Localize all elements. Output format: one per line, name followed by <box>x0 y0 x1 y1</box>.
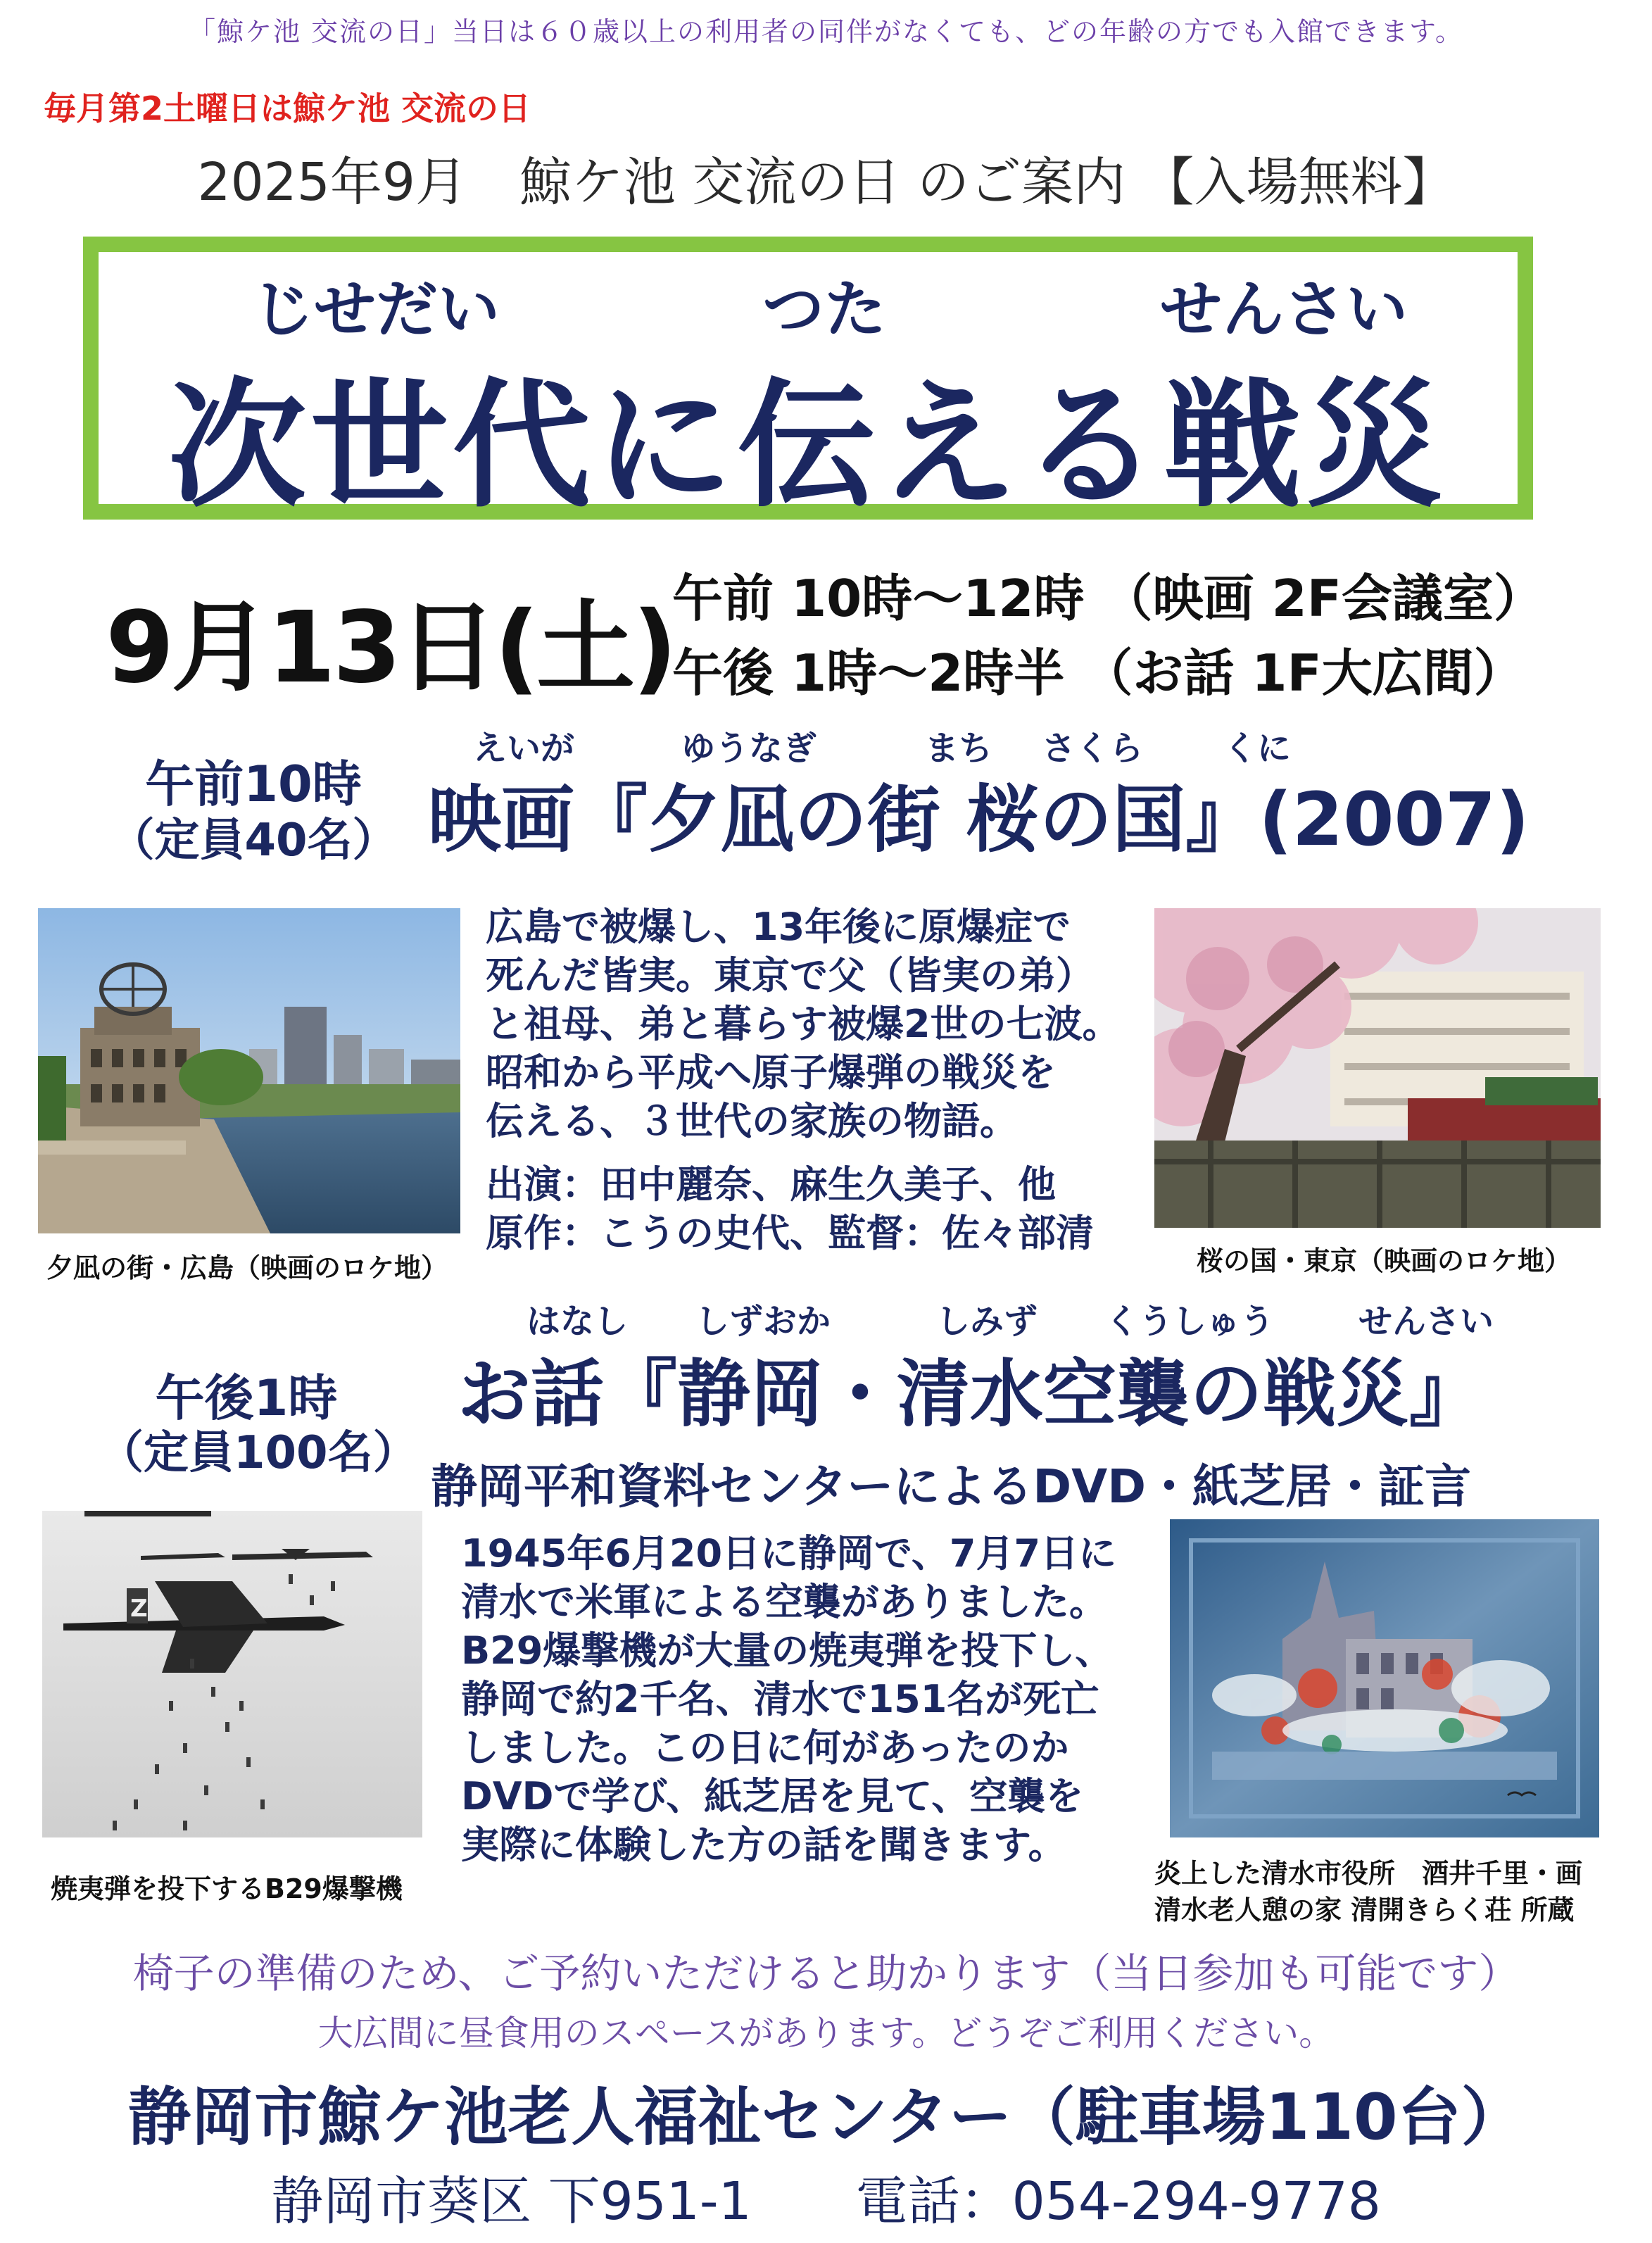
talk-ruby-kuushuu: くうしゅう <box>1105 1302 1275 1341</box>
sakura-photo <box>1154 908 1601 1228</box>
talk-description-line: しました。この日に何があったのか <box>461 1726 1069 1770</box>
movie-ruby-machi: まち <box>925 729 993 768</box>
title-ruby-jisedai: じせだい <box>252 273 500 346</box>
movie-ruby-yuunagi: ゆうなぎ <box>681 729 817 768</box>
talk-ruby-hanashi: はなし <box>527 1302 629 1341</box>
movie-director: 原作：こうの史代、監督：佐々部清 <box>486 1211 1094 1255</box>
sakura-caption: 桜の国・東京（映画のロケ地） <box>1197 1245 1572 1276</box>
movie-ruby-kuni: くに <box>1223 729 1292 768</box>
talk-subtitle: 静岡平和資料センターによるDVD・紙芝居・証言 <box>431 1459 1472 1514</box>
movie-slot-time: 午前10時 <box>145 755 362 813</box>
movie-title: 映画『夕凪の街 桜の国』(2007) <box>428 777 1530 862</box>
talk-description-line: 静岡で約2千名、清水で151名が死亡 <box>461 1677 1099 1721</box>
talk-slot-time: 午後1時 <box>155 1369 338 1427</box>
entry-notice: 「鯨ケ池 交流の日」当日は６０歳以上の利用者の同伴がなくても、どの年齢の方でも入館できます。 <box>188 16 1464 47</box>
svg-text:Z: Z <box>130 1595 148 1623</box>
movie-cast: 出演：田中麗奈、麻生久美子、他 <box>486 1162 1056 1207</box>
talk-ruby-sensai: せんさい <box>1358 1302 1494 1341</box>
talk-title: お話『静岡・清水空襲の戦災』 <box>458 1351 1483 1437</box>
movie-ruby-sakura: さくら <box>1042 729 1144 768</box>
talk-description-line: 清水で米軍による空襲がありました。 <box>461 1580 1107 1624</box>
talk-description-line: DVDで学び、紙芝居を見て、空襲を <box>461 1774 1084 1818</box>
b29-photo <box>42 1511 422 1837</box>
painting-caption-owner: 清水老人憩の家 清開きらく荘 所蔵 <box>1154 1895 1575 1925</box>
title-ruby-sensai: せんさい <box>1160 273 1408 346</box>
movie-description-line: 伝える、３世代の家族の物語。 <box>486 1099 1018 1143</box>
event-date: 9月13日(土) <box>106 591 675 705</box>
movie-ruby-eiga: えいが <box>473 729 575 768</box>
talk-description-line: 実際に体験した方の話を聞きます。 <box>461 1823 1066 1867</box>
monthly-note: 毎月第2土曜日は鯨ケ池 交流の日 <box>44 89 531 127</box>
schedule-afternoon: 午後 1時～2時半 （お話 1F大広間） <box>672 643 1525 703</box>
talk-description-line: B29爆撃機が大量の焼夷弾を投下し、 <box>461 1628 1114 1673</box>
talk-description <box>461 1529 1151 1869</box>
hiroshima-dome-photo <box>38 908 460 1233</box>
hiroshima-caption: 夕凪の街・広島（映画のロケ地） <box>46 1252 448 1283</box>
title-ruby <box>83 260 1533 346</box>
main-title: 次世代に伝える戦災 <box>168 366 1448 527</box>
talk-ruby-shizuoka: しずおか <box>695 1302 831 1341</box>
shimizu-city-hall-painting <box>1170 1519 1599 1837</box>
lunch-note: 大広間に昼食用のスペースがあります。どうぞご利用ください。 <box>317 2013 1335 2054</box>
talk-slot-capacity: （定員100名） <box>99 1427 418 1479</box>
event-subtitle: 2025年9月 鯨ケ池 交流の日 のご案内 【入場無料】 <box>197 152 1455 213</box>
schedule-morning: 午前 10時～12時 （映画 2F会議室） <box>672 569 1544 628</box>
movie-slot-capacity: （定員40名） <box>109 815 398 867</box>
reservation-note: 椅子の準備のため、ご予約いただけると助かります（当日参加も可能です） <box>132 1949 1520 1997</box>
painting-caption-artist: 炎上した清水市役所 酒井千里・画 <box>1154 1858 1583 1889</box>
movie-description <box>486 903 1161 1145</box>
talk-ruby-shimizu: しみず <box>936 1302 1038 1341</box>
title-ruby-tsuta: つた <box>762 273 887 346</box>
movie-description-line: 広島で被爆し、13年後に原爆症で <box>486 905 1071 949</box>
talk-description-line: 1945年6月20日に静岡で、7月7日に <box>461 1531 1117 1576</box>
movie-description-line: と祖母、弟と暮らす被爆2世の七波。 <box>486 1002 1121 1046</box>
b29-caption: 焼夷弾を投下するB29爆撃機 <box>51 1873 403 1904</box>
venue-name: 静岡市鯨ケ池老人福祉センター（駐車場110台） <box>127 2080 1525 2154</box>
movie-description-line: 死んだ皆実。東京で父（皆実の弟） <box>486 953 1094 998</box>
venue-address-phone: 静岡市葵区 下951-1 電話：054-294-9778 <box>271 2171 1381 2232</box>
movie-credits <box>486 1160 1161 1257</box>
movie-description-line: 昭和から平成へ原子爆弾の戦災を <box>486 1050 1056 1095</box>
